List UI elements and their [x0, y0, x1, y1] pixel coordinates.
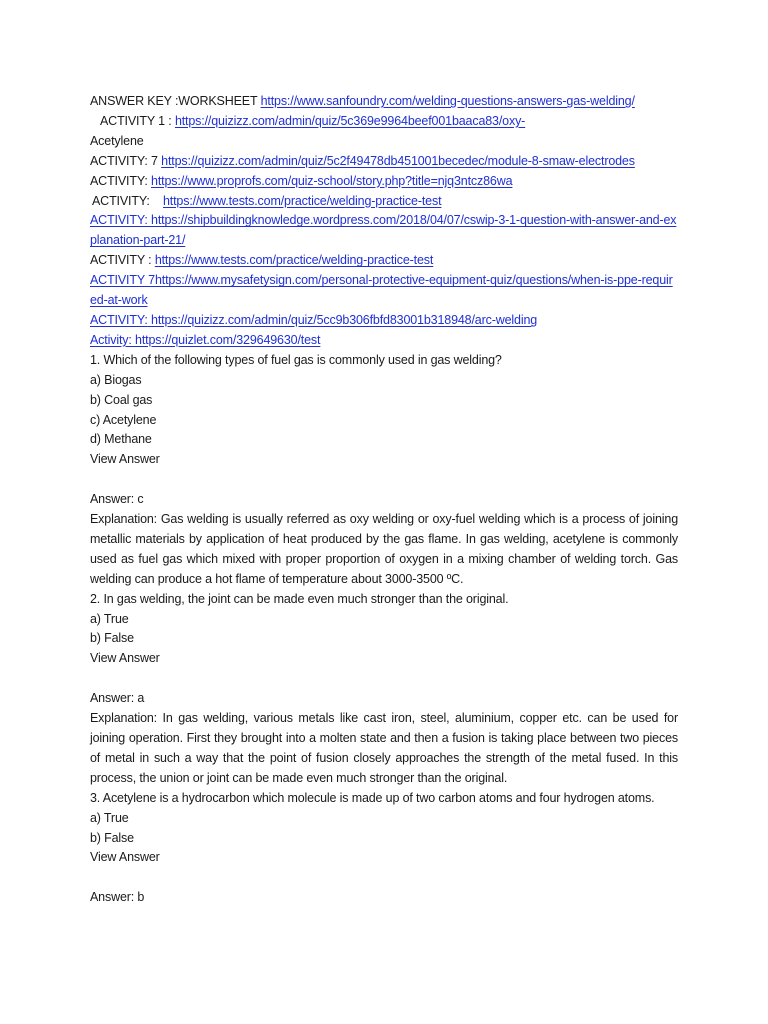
q3-view-answer[interactable]: View Answer [90, 850, 160, 865]
activity-tests-label-2: ACTIVITY : [90, 253, 155, 268]
q1-option-d: d) Methane [90, 432, 152, 447]
answer-key-label: ANSWER KEY :WORKSHEET [90, 94, 261, 108]
activity-quizlet-line [90, 331, 678, 351]
answer-key-line [90, 92, 678, 112]
question-2: 2. In gas welding, the joint can be made even much stronger than the original. [90, 591, 509, 606]
activity-arc-welding-line [90, 311, 678, 331]
activity-tests-link-1[interactable]: https://www.tests.com/practice/welding-practice-test [162, 193, 442, 208]
activity-1-line [90, 112, 678, 132]
question-1: 1. Which of the following types of fuel gas is commonly used in gas welding? [90, 352, 502, 367]
spacer [90, 470, 678, 490]
q3-answer: Answer: b [90, 890, 145, 905]
q3-option-b: b) False [90, 830, 134, 845]
question-3: 3. Acetylene is a hydrocarbon which molecule is made up of two carbon atoms and four hydrogen atoms. [90, 790, 655, 805]
q1-option-a: a) Biogas [90, 372, 142, 387]
activity-shipbuilding-link[interactable]: ACTIVITY: https://shipbuildingknowledge.wordpress.com/2018/04/07/cswip-3-1-question-with-answer-and-explanation-part-21/ [90, 213, 677, 248]
activity-tests-label-1: ACTIVITY: [92, 193, 163, 208]
activity-shipbuilding-line [90, 211, 678, 251]
spacer [90, 868, 678, 888]
document-body [90, 92, 678, 908]
q3-option-a: a) True [90, 810, 129, 825]
q1-option-c: c) Acetylene [90, 412, 157, 427]
q2-explanation: Explanation: In gas welding, various metals like cast iron, steel, aluminium, copper etc. can be used for joining operation. First they brought into a molten state and then a fusion is taking place between two pieces of metal in such a way that the point of fusion closely approaches the strength of the metal fused. In this process, the union or joint can be made even much stronger than the original. [90, 711, 678, 785]
q1-option-b: b) Coal gas [90, 392, 153, 407]
activity-tests-link-2[interactable]: https://www.tests.com/practice/welding-practice-test [154, 253, 434, 268]
q2-option-a: a) True [90, 611, 129, 626]
activity-arc-welding-label[interactable]: ACTIVITY: [90, 312, 148, 327]
activity-quizlet-link[interactable]: Activity: https://quizlet.com/329649630/test [90, 332, 321, 347]
acetylene-continuation: Acetylene [90, 133, 144, 148]
q1-view-answer[interactable]: View Answer [90, 452, 160, 467]
activity-7-smaw-line [90, 152, 678, 172]
activity-tests-line-2 [90, 251, 678, 271]
activity-ppe-link[interactable]: ACTIVITY 7https://www.mysafetysign.com/personal-protective-equipment-quiz/questions/when-is-ppe-required-at-work [90, 273, 673, 308]
activity-proprofs-link[interactable]: https://www.proprofs.com/quiz-school/story.php?title=njq3ntcz86wa [151, 173, 513, 188]
activity-7-smaw-link[interactable]: https://quizizz.com/admin/quiz/5c2f49478db451001becedec/module-8-smaw-electrodes [161, 153, 635, 168]
answer-key-link[interactable]: https://www.sanfoundry.com/welding-questions-answers-gas-welding/ [260, 94, 635, 108]
q2-view-answer[interactable]: View Answer [90, 651, 160, 666]
activity-7-smaw-label: ACTIVITY: 7 [90, 153, 162, 168]
activity-ppe-line [90, 271, 678, 311]
activity-1-label: ACTIVITY 1 : [100, 113, 175, 128]
activity-1-link[interactable]: https://quizizz.com/admin/quiz/5c369e9964beef001baaca83/oxy- [174, 113, 526, 128]
spacer [90, 669, 678, 689]
q2-option-b: b) False [90, 631, 134, 646]
activity-proprofs-label: ACTIVITY: [90, 173, 152, 188]
activity-tests-line-1 [90, 192, 678, 212]
activity-proprofs-line [90, 172, 678, 192]
q2-answer: Answer: a [90, 691, 145, 706]
activity-arc-welding-link[interactable]: https://quizizz.com/admin/quiz/5cc9b306fbfd83001b318948/arc-welding [147, 312, 538, 327]
q1-explanation: Explanation: Gas welding is usually referred as oxy welding or oxy-fuel welding which is a process of joining metallic materials by application of heat produced by the gas flame. In gas welding, acetylene is commonly used as fuel gas which mixed with proper proportion of oxygen in a mixing chamber of welding torch. Gas welding can produce a hot flame of temperature about 3000-3500 ºC. [90, 512, 678, 586]
q1-answer: Answer: c [90, 492, 144, 507]
